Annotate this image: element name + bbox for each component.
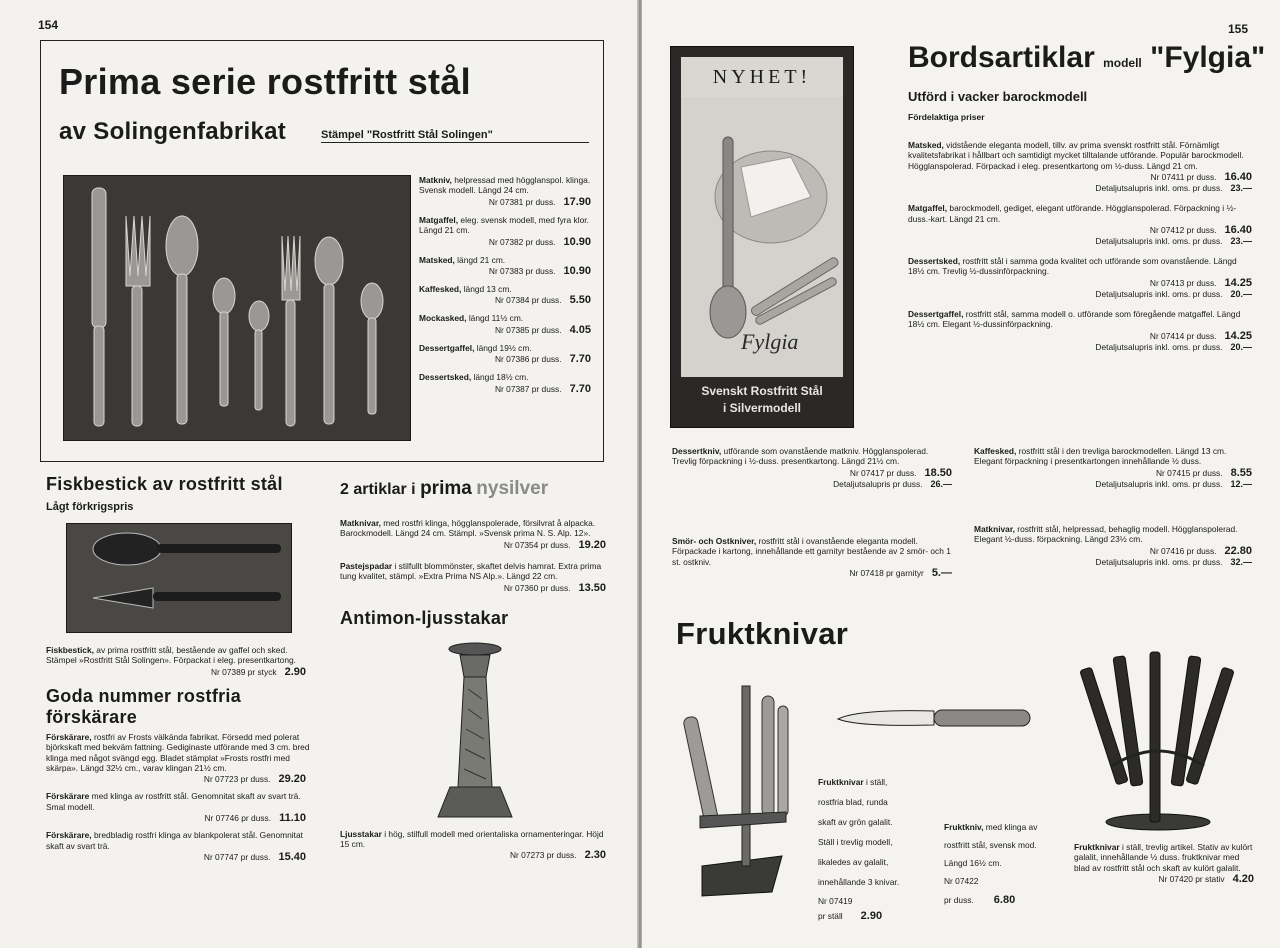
antimon-name: Ljusstakar bbox=[340, 828, 382, 839]
item-retail: Detaljutsalupris pr duss. bbox=[833, 478, 923, 489]
item-price: 14.25 bbox=[1224, 276, 1252, 289]
item-name: Dessertgaffel, bbox=[908, 308, 964, 319]
nysilver-title-a: 2 artiklar i bbox=[340, 481, 416, 498]
item-retail-price: 26.— bbox=[930, 478, 952, 489]
fisk-price: 2.90 bbox=[284, 665, 306, 678]
fish-cutlery-illustration bbox=[67, 524, 291, 632]
smor-item bbox=[672, 536, 952, 579]
page-number-left: 154 bbox=[38, 18, 59, 32]
item-name: Förskärare, bbox=[46, 830, 92, 841]
item-desc: i stilfullt blommönster, skaftet delvis hamrat. Extra prima tung kvalitet, stämpl. »Extra Prima NS Alp.». Längd 22 cm. bbox=[340, 560, 602, 582]
box-item-list bbox=[419, 175, 591, 395]
item-name: Matkniv, bbox=[419, 175, 452, 185]
matknivar-item bbox=[974, 524, 1252, 567]
item-nr: Nr 07382 pr duss. bbox=[488, 236, 556, 247]
item-nr: Nr 07413 pr duss. bbox=[1149, 277, 1217, 288]
item-name: Matknivar, bbox=[340, 518, 381, 528]
item-desc: rostfritt stål i ovanstående eleganta modell. Förpackade i kartong, innehållande ett garnityr bestående av 2 smör- och 1 st. ostkniv. bbox=[672, 536, 951, 567]
item-name: Dessertsked, bbox=[419, 372, 472, 383]
item-nr: Nr 07746 pr duss. bbox=[204, 813, 272, 824]
item-nr: Nr 07415 pr duss. bbox=[1156, 467, 1223, 478]
item-nr: Nr 07384 pr duss. bbox=[495, 295, 562, 306]
box-item bbox=[419, 175, 591, 208]
item-nr: Nr 07417 pr duss. bbox=[849, 467, 917, 478]
item-price: 10.90 bbox=[563, 235, 591, 248]
item-desc: eleg. svensk modell, med fyra klor. Längd 21 cm. bbox=[419, 214, 589, 236]
box-subtitle: av Solingenfabrikat bbox=[59, 118, 287, 145]
fisk-title: Fiskbestick av rostfritt stål bbox=[46, 474, 283, 494]
nysilver-section bbox=[340, 478, 606, 861]
fylgia-section bbox=[908, 40, 1266, 352]
item-price: 13.50 bbox=[578, 581, 606, 594]
item-name: Smör- och Ostkniver, bbox=[672, 536, 757, 546]
item-retail: Detaljutsalupris inkl. oms. pr duss. bbox=[1095, 556, 1223, 567]
solingen-box bbox=[40, 40, 604, 462]
forskarare-title: Goda nummer rostfria förskärare bbox=[46, 685, 242, 727]
item-nr: Nr 07354 pr duss. bbox=[503, 539, 571, 550]
item-price: 7.70 bbox=[569, 382, 591, 395]
item-name: Dessertgaffel, bbox=[419, 342, 475, 353]
item-nr: Nr 07420 pr stativ bbox=[1158, 874, 1225, 885]
item-price: 19.20 bbox=[578, 538, 606, 551]
antimon-title: Antimon-ljusstakar bbox=[340, 607, 509, 628]
item-nr: Nr 07419 bbox=[818, 896, 853, 906]
item-nr: Nr 07385 pr duss. bbox=[495, 324, 562, 335]
item-name: Kaffesked, bbox=[419, 284, 462, 295]
fisk-name: Fiskbestick, bbox=[46, 645, 94, 655]
single-fruit-knife-illustration bbox=[834, 704, 1034, 734]
item-retail-price: 20.— bbox=[1230, 288, 1252, 299]
box-item bbox=[419, 313, 591, 335]
fruit-knife-stand-illustration bbox=[682, 676, 802, 906]
box-item bbox=[419, 215, 591, 248]
item-nr: Nr 07383 pr duss. bbox=[488, 266, 556, 277]
item-nr: Nr 07747 pr duss. bbox=[203, 852, 271, 863]
item-price: 17.90 bbox=[563, 195, 591, 208]
item-retail-price: 32.— bbox=[1230, 556, 1252, 567]
fisk-photo bbox=[66, 523, 292, 633]
item-desc: längd 11½ cm. bbox=[468, 313, 524, 324]
item-price: 7.70 bbox=[569, 353, 591, 366]
fylgia-item bbox=[908, 309, 1252, 352]
item-price: 11.10 bbox=[279, 812, 306, 825]
item-desc: i ställ, trevlig artikel. Stativ av kulört galalit, innehållande ½ duss. fruktknivar med blad av rostfritt stål och skaft av kulört galalit. bbox=[1074, 842, 1253, 873]
nyhet-caption-2: i Silvermodell bbox=[722, 401, 802, 415]
item-retail-price: 12.— bbox=[1230, 478, 1252, 489]
item-price: 5.— bbox=[931, 567, 952, 580]
kaffesked-item bbox=[974, 446, 1252, 489]
item-desc: rostfritt stål i samma goda kvalitet och utförande som ovanstående. Längd 18½ cm. Trevlig ½-dussinförpackning. bbox=[908, 256, 1237, 277]
item-name: Pastejspadar bbox=[340, 560, 393, 571]
box-stamp: Stämpel "Rostfritt Stål Solingen" bbox=[321, 129, 589, 143]
item-nr: Nr 07387 pr duss. bbox=[495, 383, 562, 394]
fylgia-tagline: Fördelaktiga priser bbox=[908, 112, 985, 122]
antimon-nr: Nr 07273 pr duss. bbox=[510, 850, 577, 861]
item-desc: utförande som ovanstående matkniv. Högglanspolerad. Trevlig förpackning i ½-duss. presentkartong. Längd 21½ cm. bbox=[672, 446, 929, 467]
candlestick-image bbox=[420, 639, 530, 827]
fylgia-item bbox=[908, 140, 1252, 193]
fylgia-title-b: modell bbox=[1103, 56, 1142, 70]
frukt-stand-image bbox=[682, 676, 802, 906]
item-price: 22.80 bbox=[1224, 544, 1252, 557]
fylgia-title-c: "Fylgia" bbox=[1150, 41, 1266, 74]
item-unit: pr ställ bbox=[818, 911, 843, 921]
item-price: 29.20 bbox=[278, 773, 306, 786]
item-nr: Nr 07723 pr duss. bbox=[203, 774, 271, 785]
nyhet-panel bbox=[670, 46, 854, 428]
fisk-nr: Nr 07389 pr styck bbox=[210, 666, 277, 677]
nysilver-item bbox=[340, 561, 606, 594]
item-retail: Detaljutsalupris inkl. oms. pr duss. bbox=[1095, 183, 1223, 194]
item-name: Matsked, bbox=[908, 140, 944, 150]
item-name: Dessertsked, bbox=[908, 256, 961, 267]
item-desc: rostfritt stål, helpressad, behaglig modell. Högglanspolerad. Elegant ½-duss. förpackning. Längd 23½ cm. bbox=[974, 524, 1238, 545]
fruit-knife-stativ-illustration bbox=[1078, 646, 1238, 836]
item-name: Matgaffel, bbox=[908, 203, 948, 214]
item-price: 5.50 bbox=[569, 294, 591, 307]
antimon-desc: i hög, stilfull modell med orientaliska ornamenteringar. Höjd 15 cm. bbox=[340, 828, 604, 850]
box-item bbox=[419, 284, 591, 306]
item-name: Fruktknivar bbox=[818, 777, 864, 787]
item-retail: Detaljutsalupris inkl. oms. pr duss. bbox=[1095, 236, 1223, 247]
dessertkniv-item bbox=[672, 446, 952, 489]
item-price: 15.40 bbox=[278, 851, 306, 864]
nyhet-photo bbox=[681, 97, 843, 377]
fisk-desc: av prima rostfritt stål, bestående av gaffel och sked. Stämpel »Rostfritt Stål Solingen». Förpackat i eleg. presentkartong. bbox=[46, 645, 296, 666]
right-catalog-page bbox=[642, 0, 1280, 948]
item-price: 18.50 bbox=[924, 466, 952, 479]
candlestick-illustration bbox=[420, 639, 530, 827]
item-retail: Detaljutsalupris inkl. oms. pr duss. bbox=[1095, 341, 1223, 352]
fylgia-title-a: Bordsartiklar bbox=[908, 41, 1095, 74]
box-item bbox=[419, 255, 591, 277]
item-price: 14.25 bbox=[1224, 329, 1252, 342]
page-number-right: 155 bbox=[1228, 22, 1249, 36]
item-desc: bredbladig rostfri klinga av blankpolerat stål. Genomnitat skaft av svart trä. bbox=[46, 830, 303, 851]
item-retail-price: 23.— bbox=[1230, 183, 1252, 194]
item-name: Matsked, bbox=[419, 254, 455, 265]
item-nr: Nr 07360 pr duss. bbox=[503, 582, 571, 593]
item-desc: rostfri av Frosts välkända fabrikat. Försedd med polerat björkskaft med bekväm fattning. Gediginaste utförande med 3 cm. bred klinga med något svängd egg. Bladet stämplat »Frosts rostfri med skärpa». Längd 32½ cm., varav klingan 21½ cm. bbox=[46, 731, 310, 774]
fylgia-subtitle: Utförd i vacker barockmodell bbox=[908, 89, 1088, 104]
frukt-stativ-image bbox=[1078, 646, 1238, 836]
fisk-subtitle: Lågt förkrigspris bbox=[46, 501, 134, 513]
cutlery-illustration bbox=[64, 176, 410, 440]
frukt-knife-image bbox=[834, 704, 1034, 734]
item-desc: längd 19½ cm. bbox=[476, 342, 532, 353]
forskarare-item bbox=[46, 830, 316, 863]
forskarare-item bbox=[46, 732, 316, 786]
left-catalog-page bbox=[0, 0, 638, 948]
item-name: Kaffesked, bbox=[974, 446, 1017, 456]
item-nr: Nr 07416 pr duss. bbox=[1149, 545, 1217, 556]
item-retail-price: 20.— bbox=[1230, 341, 1252, 352]
item-name: Fruktkniv, bbox=[944, 822, 984, 832]
item-price: 2.90 bbox=[860, 910, 883, 922]
antimon-price: 2.30 bbox=[584, 849, 606, 862]
item-desc: i ställ, rostfria blad, runda skaft av grön galalit. Ställ i trevlig modell, likaledes av galalit, innehållande 3 knivar. bbox=[818, 777, 900, 887]
fylgia-script: Fylgia bbox=[741, 329, 799, 354]
item-name: Dessertkniv, bbox=[672, 446, 722, 456]
item-desc: med rostfri klinga, högglanspolerade, försilvrat å alpacka. Barockmodell. Längd 24 cm. Stämpl. »Svensk prima N. S. Alp. 12». bbox=[340, 518, 596, 539]
item-desc: med klinga av rostfritt stål, svensk mod. Längd 16½ cm. bbox=[944, 822, 1038, 868]
item-price: 8.55 bbox=[1230, 466, 1252, 479]
item-nr: Nr 07414 pr duss. bbox=[1149, 330, 1217, 341]
nysilver-title-c: nysilver bbox=[476, 478, 549, 499]
item-nr: Nr 07418 pr garnityr bbox=[849, 568, 924, 579]
cutlery-photo bbox=[63, 175, 411, 441]
item-desc: längd 21 cm. bbox=[457, 254, 506, 265]
item-retail: Detaljutsalupris inkl. oms. pr duss. bbox=[1095, 478, 1223, 489]
fisk-section bbox=[46, 474, 316, 863]
item-price: 6.80 bbox=[993, 894, 1016, 906]
item-retail: Detaljutsalupris inkl. oms. pr duss. bbox=[1095, 288, 1223, 299]
item-desc: vidstående eleganta modell, tillv. av prima svenskt rostfritt stål. Förnämligt kvalitetsfabrikat i hållbart och samtidigt mycket tilltalande utförande. Populär barockmodell. Högglanspolerad. Förpackad i eleg. presentkartong om ½-duss. Längd 21 cm. bbox=[908, 140, 1244, 171]
item-desc: barockmodell, gediget, elegant utförande. Högglanspolerad. Förpackning i ½-duss.-kart. Längd 21 cm. bbox=[908, 203, 1237, 224]
item-price: 16.40 bbox=[1224, 224, 1252, 237]
nyhet-banner: NYHET! bbox=[681, 57, 843, 97]
item-desc: längd 18½ cm. bbox=[473, 372, 529, 383]
item-desc: rostfritt stål i den trevliga barockmodellen. Längd 13 cm. Elegant förpackning i presentkartongen innehållande ½ duss. bbox=[974, 446, 1227, 467]
item-desc: med klinga av rostfritt stål. Genomnitat skaft av svart trä. Smal modell. bbox=[46, 791, 301, 812]
item-name: Förskärare bbox=[46, 791, 90, 802]
item-nr: Nr 07381 pr duss. bbox=[488, 196, 556, 207]
item-nr: Nr 07422 bbox=[944, 876, 979, 886]
nyhet-caption-1: Svenskt Rostfritt Stål bbox=[701, 384, 823, 398]
frukt-item-a bbox=[818, 772, 902, 922]
item-nr: Nr 07386 pr duss. bbox=[495, 354, 562, 365]
box-item bbox=[419, 372, 591, 394]
box-item bbox=[419, 343, 591, 365]
item-retail-price: 23.— bbox=[1230, 236, 1252, 247]
nysilver-item bbox=[340, 518, 606, 551]
item-desc: helpressad med högglanspol. klinga. Svensk modell. Längd 24 cm. bbox=[419, 175, 591, 196]
fylgia-item bbox=[908, 256, 1252, 299]
item-price: 10.90 bbox=[563, 265, 591, 278]
frukt-item-c bbox=[1074, 842, 1254, 885]
nysilver-title-b: prima bbox=[420, 478, 472, 499]
box-title: Prima serie rostfritt stål bbox=[59, 61, 471, 102]
item-name: Förskärare, bbox=[46, 731, 92, 742]
item-desc: längd 13 cm. bbox=[463, 284, 512, 295]
item-price: 4.05 bbox=[569, 323, 591, 336]
item-price: 4.20 bbox=[1232, 873, 1254, 886]
item-desc: rostfritt stål, samma modell o. utförande som föregående matgaffel. Längd 18½ cm. Elegant ½-dussinförpackning. bbox=[908, 308, 1241, 330]
frukt-item-b bbox=[944, 818, 1040, 906]
frukt-title: Fruktknivar bbox=[676, 616, 849, 651]
item-unit: pr duss. bbox=[944, 895, 974, 905]
item-nr: Nr 07412 pr duss. bbox=[1149, 225, 1217, 236]
forskarare-item bbox=[46, 791, 316, 824]
item-name: Mockasked, bbox=[419, 313, 467, 324]
item-price: 16.40 bbox=[1224, 171, 1252, 184]
item-name: Matknivar, bbox=[974, 524, 1015, 534]
item-name: Matgaffel, bbox=[419, 214, 459, 225]
item-nr: Nr 07411 pr duss. bbox=[1150, 172, 1217, 183]
fylgia-item bbox=[908, 203, 1252, 246]
item-name: Fruktknivar bbox=[1074, 842, 1120, 852]
